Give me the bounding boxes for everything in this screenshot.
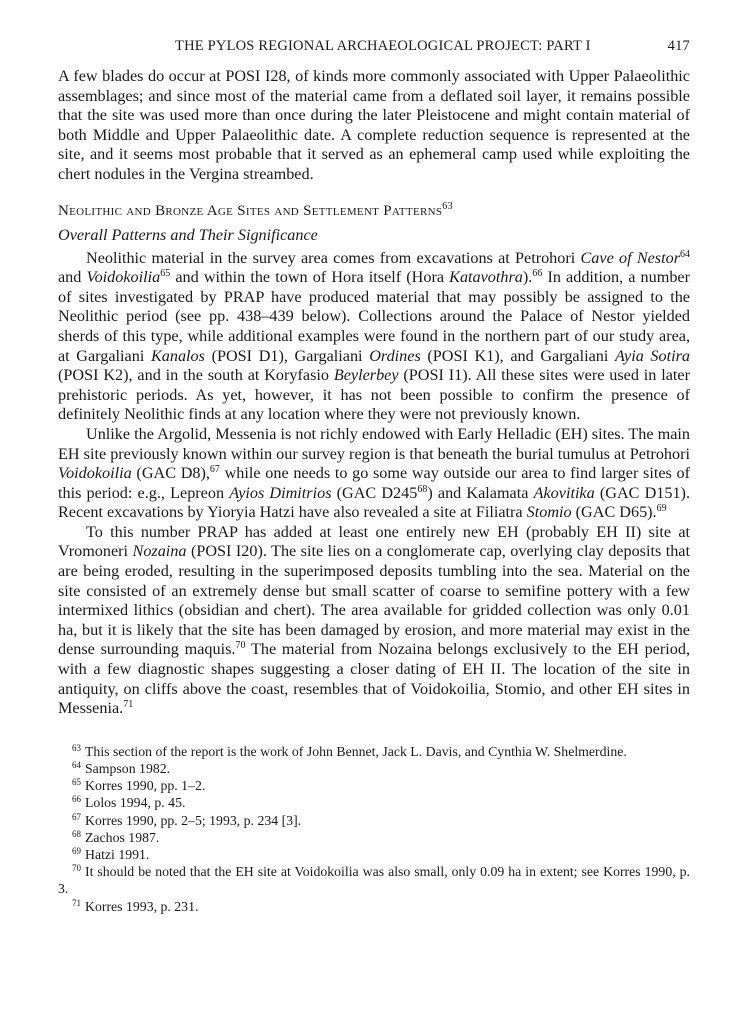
footnote-ref: 68 (417, 483, 428, 495)
footnote-text: It should be noted that the EH site at Voidokoilia was also small, only 0.09 ha in extent; see Korres 1990, p. 3. (58, 864, 690, 897)
site-name: Katavothra (449, 268, 523, 287)
footnote-ref: 63 (442, 200, 453, 212)
footnote-number: 71 (72, 897, 81, 908)
text-run: To this number PRAP has added at least one entirely new EH (probably EH II) site at Vromoneri (58, 522, 690, 561)
footnote (58, 777, 690, 794)
text-run: Neolithic material in the survey area comes from excavations at Petrohori (86, 248, 581, 267)
footnote-number: 67 (72, 811, 81, 822)
page-number: 417 (667, 38, 690, 54)
footnote-ref: 66 (532, 268, 543, 280)
text-run: (GAC D65). (571, 503, 657, 522)
footnote-ref: 65 (160, 268, 171, 280)
footnote (58, 794, 690, 811)
footnote-number: 66 (72, 794, 81, 805)
footnote (58, 812, 690, 829)
text-run: ) and Kalamata (427, 483, 534, 502)
site-name: Ayios Dimitrios (229, 483, 332, 502)
text-run: (POSI K1), and Gargaliani (420, 346, 616, 365)
footnote-text: Lolos 1994, p. 45. (85, 795, 186, 811)
site-name: Nozaina (132, 542, 187, 561)
footnote-number: 65 (72, 777, 81, 788)
footnote-text: This section of the report is the work of John Bennet, Jack L. Davis, and Cynthia W. Shelmerdine. (85, 743, 627, 759)
footnote (58, 760, 690, 777)
text-run: while one needs to go some way outside our area to find larger sites of this period: e.g., Lepreon (58, 464, 690, 502)
footnote-ref: 71 (123, 699, 134, 711)
footnote (58, 898, 690, 915)
site-name: Cave of Nestor (580, 248, 680, 267)
text-run: (POSI D1), Gargaliani (204, 346, 370, 365)
footnote (58, 829, 690, 846)
text-run: Unlike the Argolid, Messenia is not richly endowed with Early Helladic (EH) sites. The main EH site previously known within our survey region is that beneath the burial tumulus at Petrohori (58, 424, 690, 463)
footnote-number: 69 (72, 846, 81, 857)
footnote-text: Korres 1990, pp. 1–2. (85, 778, 206, 794)
text-run: (GAC D8), (131, 464, 210, 483)
page (58, 38, 690, 915)
subsection-heading: Overall Patterns and Their Significance (58, 225, 318, 244)
section-heading-text: Neolithic and Bronze Age Sites and Settlement Patterns (58, 202, 443, 219)
footnote-text: Zachos 1987. (85, 829, 160, 845)
footnote-number: 63 (72, 742, 81, 753)
footnote-number: 70 (72, 863, 81, 874)
text-run: (POSI I1). All these sites were used in later prehistoric periods. As yet, however, it has not been possible to confirm the presence of definitely Neolithic finds at any location where they were not previously known. (58, 366, 691, 424)
paragraph-nozaina (58, 523, 690, 719)
site-name: Stomio (526, 503, 572, 522)
site-name: Voidokoilia (58, 464, 132, 483)
footnote-text: Korres 1993, p. 231. (85, 898, 199, 914)
text-run: (POSI K2), and in the south at Koryfasio (58, 366, 334, 385)
text-run: (POSI I20). The site lies on a conglomerate cap, overlying clay deposits that are being eroded, resulting in the superimposed deposits tumbling into the sea. Material on the site consisted of an extremely dense but small scatter of coarse to semifine pottery with a few intermixed lithics (obsidian and chert). The area available for gridded collection was only 0.01 ha, but it is likely that the site has been damaged by erosion, and more material may exist in the dense surrounding maquis. (58, 542, 690, 659)
site-name: Beylerbey (333, 366, 399, 385)
footnotes (58, 743, 690, 915)
footnote-ref: 67 (209, 464, 220, 476)
text-run: In addition, a number of sites investigated by PRAP have produced material that may possibly be assigned to the Neolithic period (see pp. 438–439 below). Collections around the Palace of Nestor yielded sherds of this type, while additional examples were found in the northern part of our study area, at Gargaliani (58, 268, 691, 365)
paragraph-early-helladic (58, 425, 690, 523)
site-name: Voidokoilia (86, 268, 161, 287)
text-run: and within the town of Hora itself (Hora (170, 268, 450, 287)
paragraph-neolithic (58, 249, 690, 425)
footnote-ref: 64 (680, 248, 690, 260)
text-run: and (58, 268, 87, 287)
text-run: ). (522, 268, 533, 287)
footnote-number: 68 (72, 828, 81, 839)
site-name: Ordines (369, 346, 421, 365)
text-run: (GAC D245 (331, 483, 418, 502)
footnote-text: Hatzi 1991. (85, 847, 150, 863)
running-title: THE PYLOS REGIONAL ARCHAEOLOGICAL PROJECT: PART I (175, 38, 591, 54)
footnote (58, 846, 690, 863)
footnote-text: Sampson 1982. (85, 761, 171, 777)
site-name: Kanalos (150, 346, 205, 365)
footnote (58, 743, 690, 760)
site-name: Akovitika (533, 483, 595, 502)
section-heading (58, 201, 690, 221)
footnote-text: Korres 1990, pp. 2–5; 1993, p. 234 [3]. (85, 812, 302, 828)
footnote-ref: 70 (235, 640, 246, 652)
footnote (58, 863, 690, 897)
text-run: The material from Nozaina belongs exclusively to the EH period, with a few diagnostic shapes suggesting a closer dating of EH II. The location of the site in antiquity, on cliffs above the coast, resembles that of Voidokoilia, Stomio, and other EH sites in Messenia. (58, 640, 690, 718)
site-name: Ayia Sotira (615, 346, 690, 365)
footnote-number: 64 (72, 760, 81, 771)
running-header (58, 38, 690, 60)
text-run: (GAC D151). Recent excavations by Yioryia Hatzi have also revealed a site at Filiatra (58, 483, 690, 522)
paragraph-palaeolithic: A few blades do occur at POSI I28, of kinds more commonly associated with Upper Palaeolithic assemblages; and since most of the material came from a deflated soil layer, it remains possible that the site was used more than once during the later Pleistocene and might contain material of both Middle and Upper Palaeolithic date. A complete reduction sequence is represented at the site, and it seems most probable that it served as an ephemeral camp used while exploiting the chert nodules in the Vergina streambed. (58, 67, 690, 183)
footnote-ref: 69 (656, 503, 667, 515)
